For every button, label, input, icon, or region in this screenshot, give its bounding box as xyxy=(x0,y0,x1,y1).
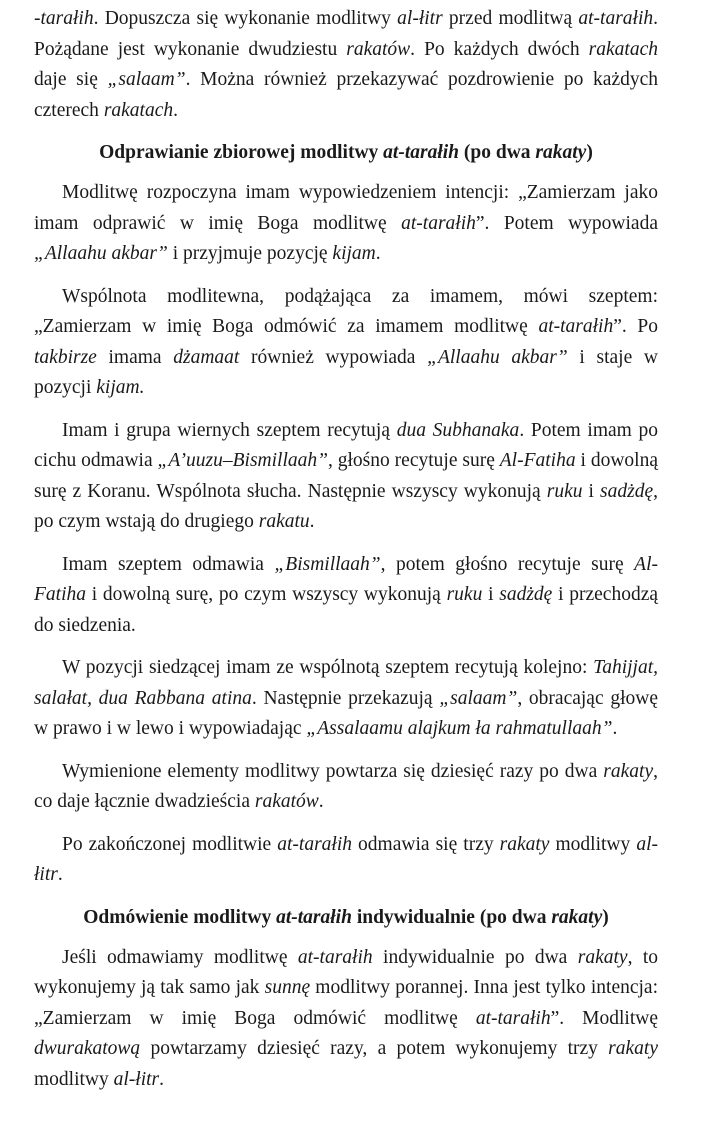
text-run: modlitwy xyxy=(34,1068,114,1090)
text-run: . Można również przekazywać pozdrowienie po każdych czterech xyxy=(34,69,658,121)
body-paragraph xyxy=(34,4,658,126)
text-run: i staje w pozycji xyxy=(34,346,659,398)
body-paragraph xyxy=(34,943,658,1096)
text-run: Wspólnota modlitewna, podążająca za imamem, mówi szeptem: „Zamierzam w imię Boga odmówić za imamem modlitwę xyxy=(34,285,658,337)
text-run: indywidualnie (po dwa xyxy=(351,906,552,928)
text-run: , to wykonujemy ją tak samo jak xyxy=(34,946,658,998)
text-run: . xyxy=(309,511,315,532)
text-run: Wymienione elementy modlitwy powtarza się dziesięć razy po dwa xyxy=(62,760,604,782)
text-run: i przechodzą do siedzenia. xyxy=(34,584,658,636)
italic-term: rakaty xyxy=(499,833,550,855)
italic-term: rakatu xyxy=(258,511,310,532)
text-run: powtarzamy dziesięć razy, a potem wykonujemy trzy xyxy=(140,1038,609,1059)
body-paragraph xyxy=(34,178,658,270)
italic-term: at-tarałih xyxy=(276,906,352,928)
italic-term: „A’uuzu–Bismillaah” xyxy=(157,450,328,471)
text-run: . Po każdych dwóch xyxy=(410,38,589,60)
text-run: odmawia się trzy xyxy=(352,833,500,855)
italic-term: rakaty xyxy=(603,760,654,782)
text-run: Imam i grupa wiernych szeptem recytują xyxy=(62,419,397,441)
text-run: . xyxy=(612,718,618,739)
italic-term: at-tarałih xyxy=(475,1007,551,1029)
italic-term: al-łitr xyxy=(113,1068,160,1090)
italic-term: dwurakatową xyxy=(34,1038,141,1059)
italic-term: al-łitr xyxy=(34,833,658,885)
text-run: . xyxy=(318,791,324,812)
text-run: . Pożądane jest wykonanie dwudziestu xyxy=(34,8,658,60)
text-run: daje się xyxy=(34,69,108,90)
italic-term: dżamaat xyxy=(173,346,240,368)
text-run: . Dopuszcza się wykonanie modlitwy xyxy=(93,8,398,29)
text-run: ”. Potem wypowiada xyxy=(475,212,658,234)
italic-term: „Bismillaah” xyxy=(274,553,381,575)
italic-term: at-tarałih xyxy=(277,833,353,855)
text-run: indywidualnie po dwa xyxy=(372,946,578,968)
text-run: Odmówienie modlitwy xyxy=(83,906,277,928)
text-run: i dowolną surę z Koranu. Wspólnota słucha. Następnie wszyscy wykonują xyxy=(34,450,658,502)
italic-term: rakatów xyxy=(346,38,411,60)
italic-term: -tarałih xyxy=(34,8,94,29)
italic-term: at-tarałih xyxy=(297,946,373,968)
italic-term: ruku xyxy=(446,584,483,605)
italic-term: rakatów xyxy=(254,791,319,812)
italic-term: Al-Fatiha xyxy=(499,450,576,471)
italic-term: rakaty xyxy=(535,142,587,163)
italic-term: „Assalaamu alajkum ła rahmatullaah” xyxy=(306,718,613,739)
text-run: , potem głośno recytuje surę xyxy=(380,553,635,575)
italic-term: al-łitr xyxy=(397,8,443,29)
italic-term: at-tarałih xyxy=(538,316,614,337)
text-run: , głośno recytuje surę xyxy=(327,450,500,471)
italic-term: Al-Fatiha xyxy=(34,553,658,605)
body-paragraph xyxy=(34,416,658,538)
text-run: . xyxy=(159,1068,165,1090)
italic-term: ruku xyxy=(546,480,583,502)
text-run: , po czym wstają do drugiego xyxy=(34,480,658,532)
body-paragraph xyxy=(34,282,658,404)
text-run: imama xyxy=(96,346,174,368)
italic-term: rakaty xyxy=(577,946,628,968)
text-run: i xyxy=(482,584,500,605)
text-run: i dowolną surę, po czym wszyscy wykonują xyxy=(86,584,447,605)
italic-term: kijam. xyxy=(96,377,145,398)
italic-term: at-tarałih xyxy=(383,142,460,163)
italic-term: sadżdę xyxy=(600,480,654,502)
italic-term: rakatach xyxy=(103,99,174,121)
text-run: Modlitwę rozpoczyna imam wypowiedzeniem intencji: „Zamierzam jako imam odprawić w imię Boga modlitwę xyxy=(34,182,658,234)
text-run: Imam szeptem odmawia xyxy=(62,553,275,575)
italic-term: Tahijjat, salałat, dua Rabbana atina xyxy=(34,657,658,709)
italic-term: „Allaahu akbar” xyxy=(34,243,168,264)
text-run: również wypowiada xyxy=(239,346,428,368)
text-run: , co daje łącznie dwadzieścia xyxy=(34,760,658,812)
body-paragraph xyxy=(34,550,658,642)
text-run: i xyxy=(582,480,601,502)
text-run: . xyxy=(375,243,381,264)
text-run: (po dwa xyxy=(459,142,536,163)
section-heading xyxy=(34,138,658,168)
italic-term: dua Subhanaka xyxy=(396,419,520,441)
italic-term: rakatach xyxy=(588,38,658,60)
italic-term: at-tarałih xyxy=(578,8,654,29)
text-run: ”. Modlitwę xyxy=(550,1007,658,1029)
text-run: przed modlitwą xyxy=(442,8,579,29)
text-run: ) xyxy=(602,906,609,928)
text-run: i przyjmuje pozycję xyxy=(167,243,333,264)
text-run: modlitwy xyxy=(549,833,637,855)
italic-term: rakaty xyxy=(551,906,603,928)
text-run: . Potem imam po cichu odmawia xyxy=(34,419,659,471)
italic-term: rakaty xyxy=(608,1038,658,1059)
text-run: ) xyxy=(586,142,593,163)
text-run: . Następnie przekazują xyxy=(251,687,440,709)
text-run: Po zakończonej modlitwie xyxy=(62,833,278,855)
italic-term: „Allaahu akbar” xyxy=(427,346,568,368)
body-paragraph xyxy=(34,653,658,745)
italic-term: sadżdę xyxy=(499,584,553,605)
text-run: . xyxy=(57,864,63,885)
section-heading xyxy=(34,903,658,933)
italic-term: takbirze xyxy=(34,346,97,368)
text-run: ”. Po xyxy=(613,316,659,337)
body-paragraph xyxy=(34,830,658,891)
text-run: . xyxy=(173,99,179,121)
italic-term: „salaam” xyxy=(439,687,518,709)
italic-term: kijam xyxy=(332,243,376,264)
text-run: modlitwy porannej. Inna jest tylko intencja: „Zamierzam w imię Boga odmówić modlitwę xyxy=(34,977,658,1029)
text-run: , obracając głowę w prawo i w lewo i wypowiadając xyxy=(34,687,658,739)
body-paragraph xyxy=(34,757,658,818)
italic-term: sunnę xyxy=(264,977,311,998)
text-run: Odprawianie zbiorowej modlitwy xyxy=(99,142,384,163)
italic-term: „salaam” xyxy=(107,69,186,90)
text-run: W pozycji siedzącej imam ze wspólnotą szeptem recytują kolejno: xyxy=(62,657,594,678)
italic-term: at-tarałih xyxy=(401,212,476,234)
text-run: Jeśli odmawiamy modlitwę xyxy=(62,946,298,968)
